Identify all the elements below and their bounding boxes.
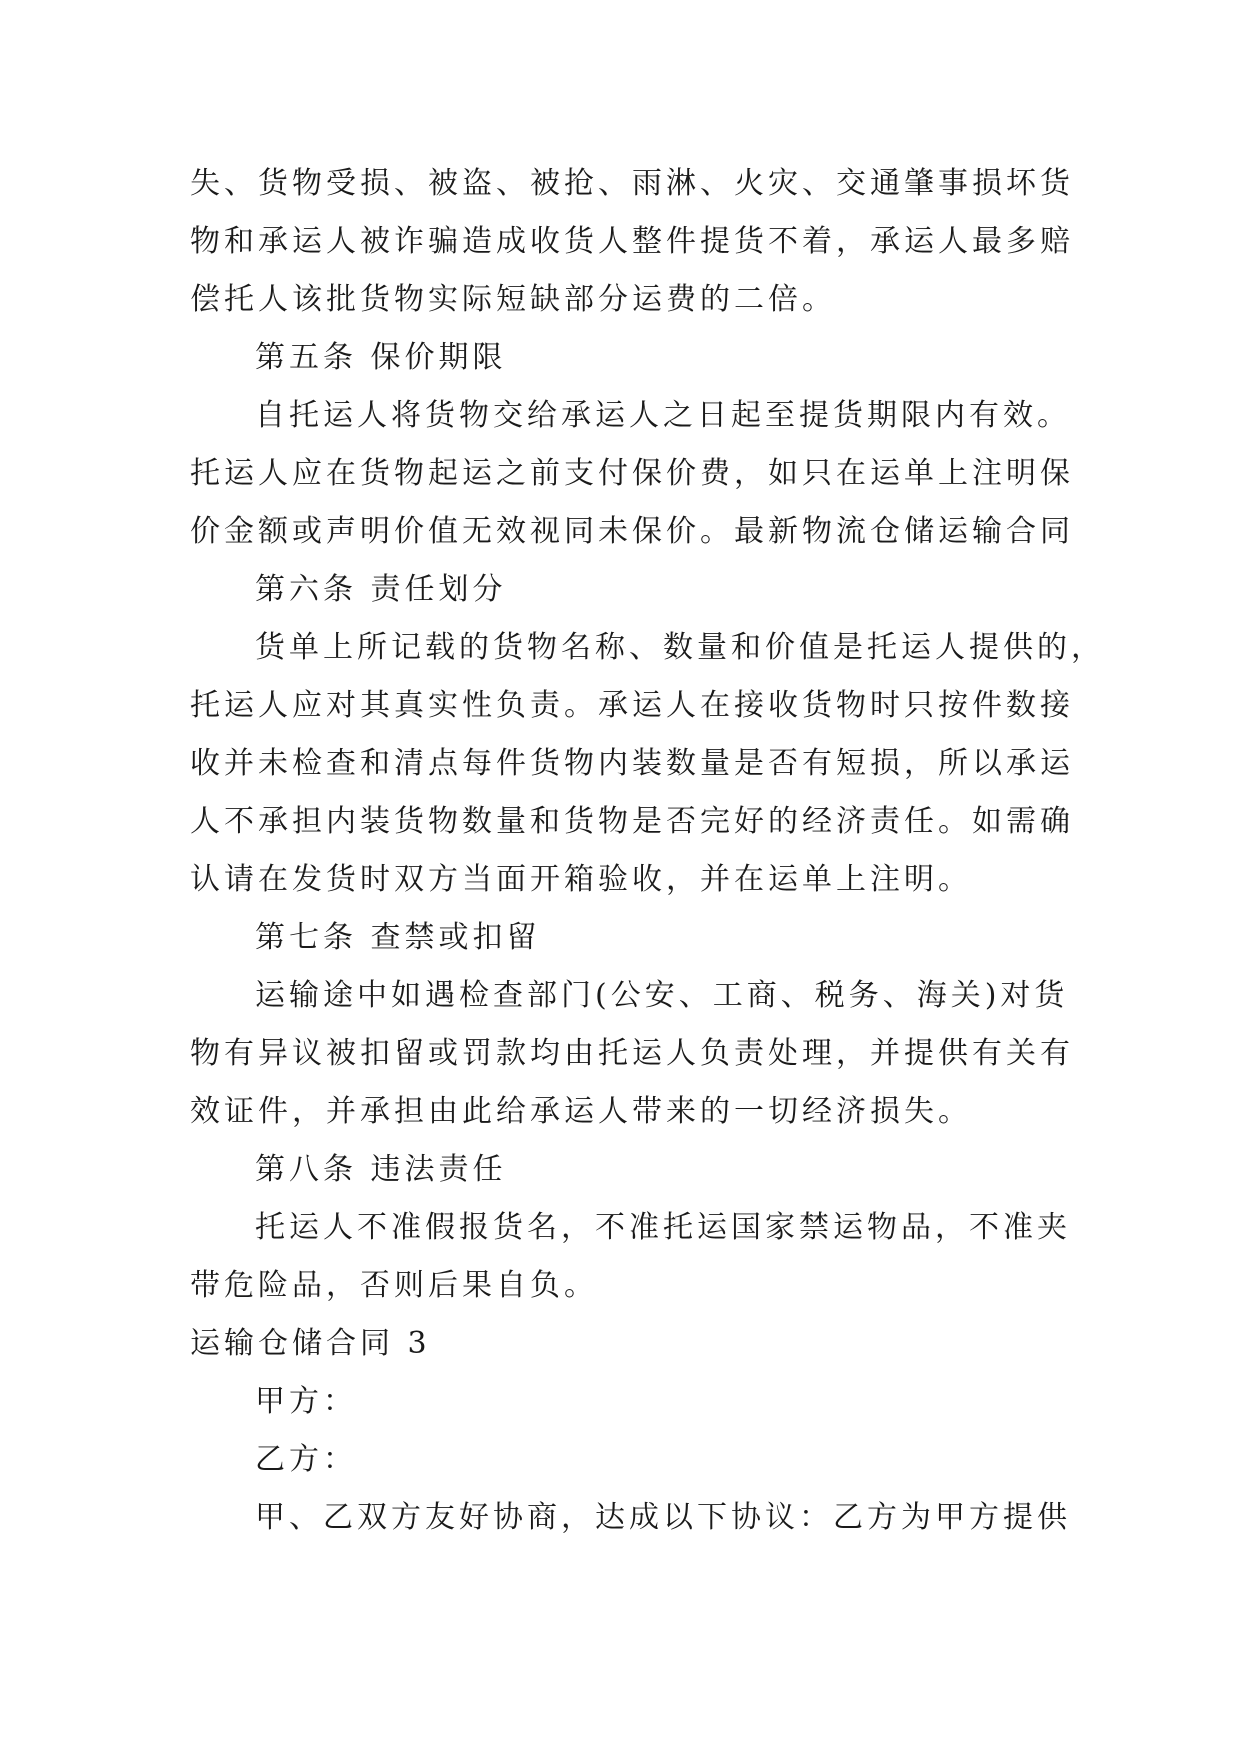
party-b-label: 乙方： <box>255 1442 357 1477</box>
article-heading: 第七条 查禁或扣留 <box>255 920 541 955</box>
paragraph-line: 带危险品，否则后果自负。 <box>190 1268 598 1303</box>
paragraph-line: 失、货物受损、被盗、被抢、雨淋、火灾、交通肇事损坏货 <box>190 166 1074 201</box>
paragraph-line: 价金额或声明价值无效视同未保价。最新物流仓储运输合同 <box>190 514 1074 549</box>
paragraph-line: 运输途中如遇检查部门(公安、工商、税务、海关)对货 <box>255 978 1069 1013</box>
paragraph-line: 效证件，并承担由此给承运人带来的一切经济损失。 <box>190 1094 972 1129</box>
paragraph-line: 物有异议被扣留或罚款均由托运人负责处理，并提供有关有 <box>190 1036 1074 1071</box>
article-heading: 第五条 保价期限 <box>255 340 507 375</box>
paragraph-line: 货单上所记载的货物名称、数量和价值是托运人提供的， <box>255 630 1105 665</box>
section-title: 运输仓储合同 3 <box>190 1326 431 1361</box>
paragraph-line: 甲、乙双方友好协商，达成以下协议：乙方为甲方提供 <box>255 1500 1071 1535</box>
paragraph-line: 偿托人该批货物实际短缺部分运费的二倍。 <box>190 282 836 317</box>
paragraph-line: 托运人应在货物起运之前支付保价费，如只在运单上注明保 <box>190 456 1074 491</box>
article-heading: 第六条 责任划分 <box>255 572 507 607</box>
party-a-label: 甲方： <box>255 1384 357 1419</box>
paragraph-line: 托运人不准假报货名，不准托运国家禁运物品，不准夹 <box>255 1210 1071 1245</box>
paragraph-line: 托运人应对其真实性负责。承运人在接收货物时只按件数接 <box>190 688 1074 723</box>
article-heading: 第八条 违法责任 <box>255 1152 507 1187</box>
paragraph-line: 人不承担内装货物数量和货物是否完好的经济责任。如需确 <box>190 804 1074 839</box>
paragraph-line: 认请在发货时双方当面开箱验收，并在运单上注明。 <box>190 862 972 897</box>
paragraph-line: 物和承运人被诈骗造成收货人整件提货不着，承运人最多赔 <box>190 224 1074 259</box>
paragraph-line: 收并未检查和清点每件货物内装数量是否有短损，所以承运 <box>190 746 1074 781</box>
paragraph-line: 自托运人将货物交给承运人之日起至提货期限内有效。 <box>255 398 1071 433</box>
